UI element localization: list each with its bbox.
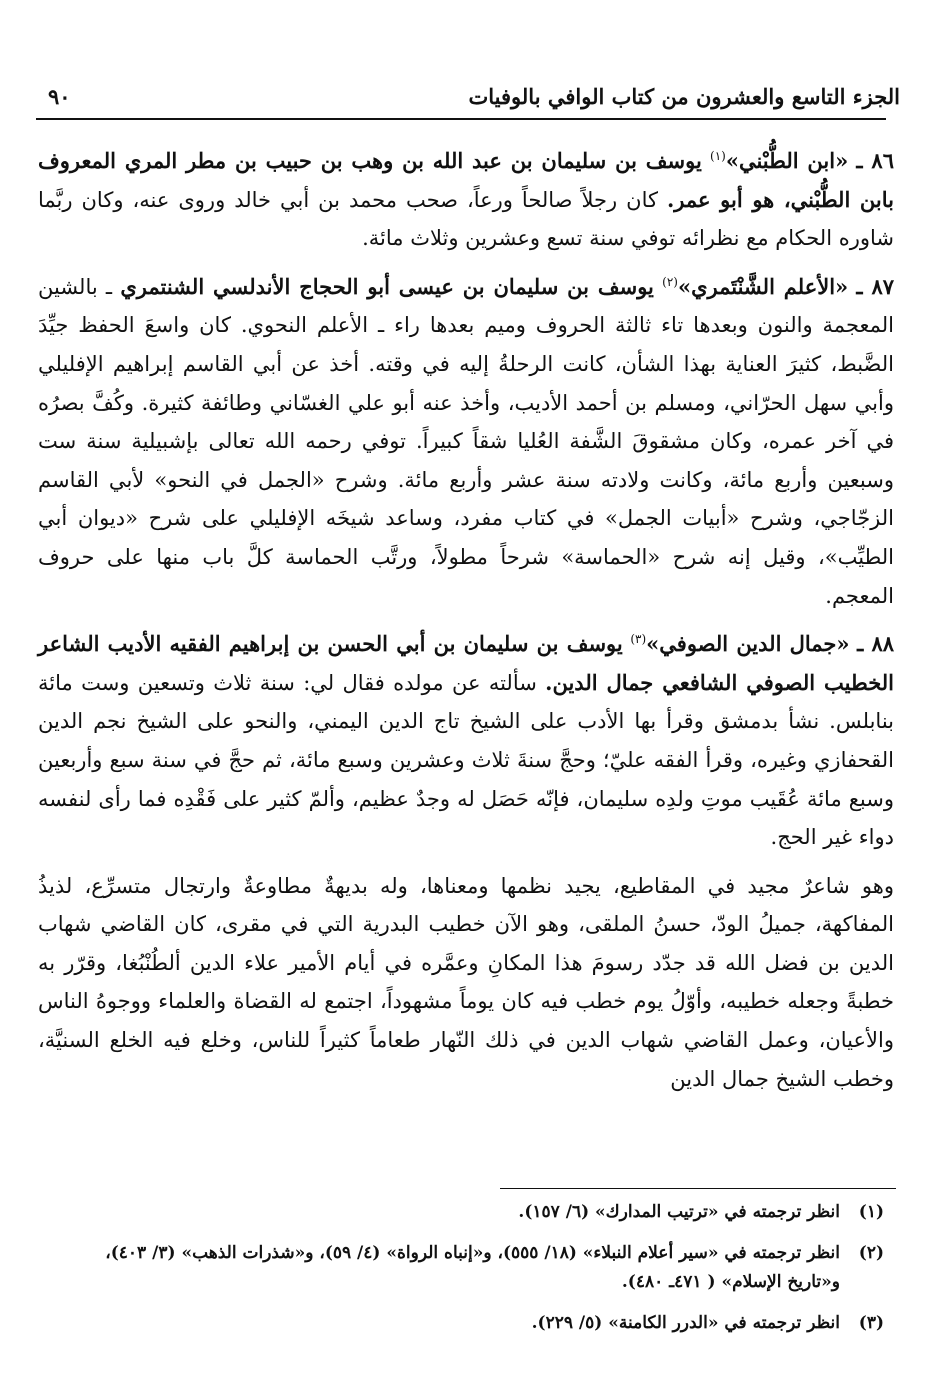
- entry-text: ـ بالشين المعجمة والنون وبعدها تاء ثالثة الحروف وميم بعدها راء ـ الأعلم النحوي. كان واسعَ الحفظ جيِّدَ الضَّبط، كثيرَ العناية بهذا الشأن، كانت الرحلةُ إليه في وقته. أخذ عن أبي القاسم إبراهيم الإفليلي وأبي سهل الحرّاني، ومسلم بن أحمد الأديب، وأخذ عنه أبو علي الغسّاني وطائفة كثيرة. وكُفَّ بصرُه في آخر عمره، وكان مشقوقَ الشَّفة العُليا شقاً كبيراً. توفي رحمه الله تعالى بإشبيلية سنة ست وسبعين وأربع مائة، وكانت ولادته سنة عشر وأربع مائة. وشرح «الجمل في النحو» لأبي القاسم الزجّاجي، وشرح «أبيات الجمل» في كتاب مفرد، وساعد شيخَه الإفليلي على شرح «ديوان أبي الطيِّب»، وقيل إنه شرح «الحماسة» شرحاً مطولاً، ورتَّب الحماسة كلَّ باب منها على حروف المعجم.: [38, 274, 894, 608]
- footnote-reference[interactable]: (٣): [630, 632, 647, 647]
- entry-86: [38, 142, 894, 258]
- footnote-text: انظر ترجمته في «سير أعلام النبلاء» (١٨/ ٥٥٥)، و«إنباه الرواة» (٤/ ٥٩)، و«شذرات الذهب» (٣/ ٤٠٣)، و«تاريخ الإسلام» ( ٤٧١ـ ٤٨٠).: [105, 1243, 840, 1292]
- entry-number: ٨٧ ـ: [856, 273, 895, 299]
- footnote-3: [50, 1309, 884, 1338]
- footnote-reference[interactable]: (٢): [662, 274, 678, 289]
- footnote-rule: [500, 1188, 896, 1189]
- footnote-2: [50, 1239, 884, 1297]
- footnote-reference[interactable]: (١): [710, 149, 726, 163]
- entry-text: كان رجلاً صالحاً ورعاً، صحب محمد بن أبي خالد وروى عنه، وكان ربَّما شاوره الحكام مع نظرائه توفي سنة تسع وعشرين وثلاث مائة.: [38, 187, 894, 251]
- main-text: [38, 142, 894, 1098]
- entry-lead: يوسف بن سليمان بن أبي الحسن بن إبراهيم الفقيه الأديب الشاعر الخطيب الصوفي الشافعي جمال الدين.: [38, 631, 895, 695]
- entry-text: سألته عن مولده فقال لي: سنة ثلاث وتسعين وست مائة بنابلس. نشأ بدمشق وقرأ بها الأدب على الشيخ تاج الدين اليمني، والنحو على الشيخ نجم الدين القحفازي وغيره، وقرأ الفقه عليّ؛ وحجَّ سنةَ ثلاث وعشرين وسبع مائة، ثم حجَّ في سنة سبع وأربعين وسبع مائة عُقَيب موتِ ولدِه سليمان، فإنّه حَصَل له وجدٌ عظيم، وألمّ كثير على فَقْدِه فما رأى لنفسه دواء غير الحج.: [38, 670, 894, 850]
- footnote-1: [50, 1198, 884, 1227]
- page-header: [48, 78, 900, 114]
- entry-88: [38, 625, 894, 857]
- entry-87: [38, 268, 894, 615]
- entry-lead: يوسف بن سليمان بن عيسى أبو الحجاج الأندلسي الشنتمري: [120, 273, 654, 299]
- running-title: الجزء التاسع والعشرون من كتاب الوافي بالوفيات: [468, 83, 900, 109]
- entry-title: «الأعلم الشَّنْتَمري»: [677, 273, 849, 299]
- entry-title: «ابن الطُّبْني»: [725, 148, 849, 173]
- entry-number: ٨٨ ـ: [857, 631, 895, 657]
- header-rule: [36, 118, 886, 120]
- footnote-text: انظر ترجمته في «الدرر الكامنة» (٥/ ٢٢٩).: [531, 1313, 840, 1333]
- footnote-number: (٣): [858, 1313, 884, 1333]
- entry-lead: يوسف بن سليمان بن عبد الله بن وهب بن حبيب بن مطر المري المعروف بابن الطُّبْني، هو أبو عمر.: [38, 148, 894, 212]
- entry-number: ٨٦ ـ: [856, 148, 894, 173]
- page-number: ٩٠: [48, 83, 71, 109]
- entry-88-continuation: وهو شاعرٌ مجيد في المقاطيع، يجيد نظمها ومعناها، وله بديهةٌ مطاوعةٌ وارتجال متسرِّع، لذيذُ المفاكهة، جميلُ الودّ، حسنُ الملقى، وهو الآن خطيب البدرية التي في مقرى، كان القاضي شهاب الدين بن فضل الله قد جدّد رسومَ هذا المكانِ وعمَّره في أيام الأمير علاء الدين ألطُنْبُغا، وقرّر به خطبةً وجعله خطيبه، وأوّلُ يوم خطب فيه كان يوماً مشهوداً، اجتمع له القضاة والعلماء ووجوهُ الناس والأعيان، وعمل القاضي شهاب الدين في ذلك النّهار طعاماً كثيراً للناس، وخلع فيه الخلع السنيَّة، وخطب الشيخ جمال الدين: [38, 873, 895, 1091]
- entry-title: «جمال الدين الصوفي»: [646, 631, 850, 657]
- footnotes: [50, 1198, 884, 1338]
- footnote-text: انظر ترجمته في «ترتيب المدارك» (٦/ ١٥٧).: [518, 1202, 840, 1222]
- footnote-number: (٢): [858, 1243, 884, 1263]
- footnote-number: (١): [858, 1202, 884, 1222]
